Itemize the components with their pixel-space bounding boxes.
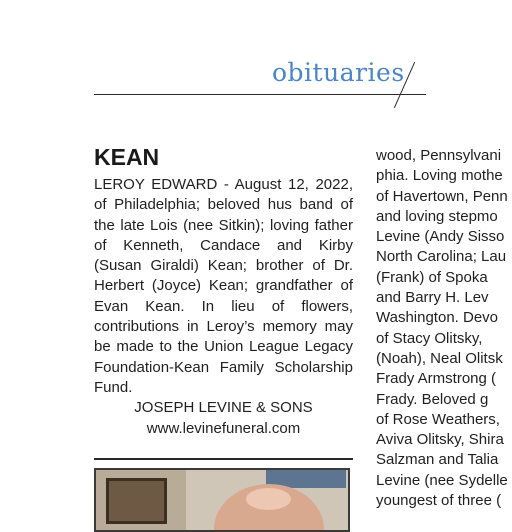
column-line: Frady Armstrong ( (376, 370, 497, 388)
column-line: youngest of three ( (376, 492, 502, 510)
column-line: (Noah), Neal Olitsk (376, 349, 503, 367)
column-line: (Frank) of Spoka (376, 268, 488, 286)
column-line: of Rose Weathers, (376, 410, 500, 428)
column-line: of Stacy Olitsky, (376, 329, 483, 347)
column-line: and loving stepmo (376, 207, 498, 225)
column-line: Aviva Olitsky, Shira (376, 431, 504, 449)
column-line: Salzman and Talia (376, 451, 499, 469)
obituary-photo (94, 468, 350, 532)
obituary-text (94, 175, 353, 398)
funeral-home-name: JOSEPH LEVINE & SONS (134, 399, 313, 417)
obituary-line: memory may be made to the Union (94, 318, 353, 356)
obituary-line: Family Scholarship Fund. (94, 358, 353, 396)
column-line: Levine (Andy Sisso (376, 228, 505, 246)
photo-wall-frame (106, 478, 167, 524)
obituary-line: League Legacy Foundation-Kean (94, 338, 353, 376)
obituary-line: 2022, of Philadelphia; beloved hus (94, 176, 353, 214)
column-line: wood, Pennsylvani (376, 147, 502, 164)
column-line: of Havertown, Penn (376, 187, 508, 205)
obituary-surname: KEAN (94, 144, 160, 170)
obituary-line: band of the late Lois (nee Sitkin); (94, 196, 354, 234)
column-line: North Carolina; Lau (376, 248, 507, 266)
obituary-continued-column (376, 146, 512, 512)
column-line: phia. Loving mothe (376, 167, 503, 185)
funeral-home-website[interactable]: www.levinefuneral.com (146, 419, 301, 437)
obituary-line: LEROY EDWARD - August 12, (94, 176, 316, 193)
obituary-kean (94, 146, 353, 439)
column-line: Levine (nee Sydelle (376, 471, 508, 489)
obituary-line: loving father of Kenneth, Candace (94, 216, 353, 254)
obituary-line: of flowers, contributions in Leroy’s (94, 297, 354, 336)
column-line: and Barry H. Lev (376, 289, 489, 307)
column-line: Washington. Devo (376, 309, 499, 327)
header-divider (94, 94, 426, 95)
obituary-line: and Kirby (Susan Giraldi) Kean; (94, 236, 353, 275)
column-line: Frady. Beloved g (376, 390, 489, 408)
obituary-line: brother of Dr. Herbert (Joyce) Kean; (94, 257, 353, 295)
photo-divider (94, 458, 353, 460)
section-title: obituaries (272, 58, 405, 87)
obituary-line: grandfather of Evan Kean. In lieu (94, 277, 353, 315)
photo-person-head-highlight (246, 488, 291, 510)
